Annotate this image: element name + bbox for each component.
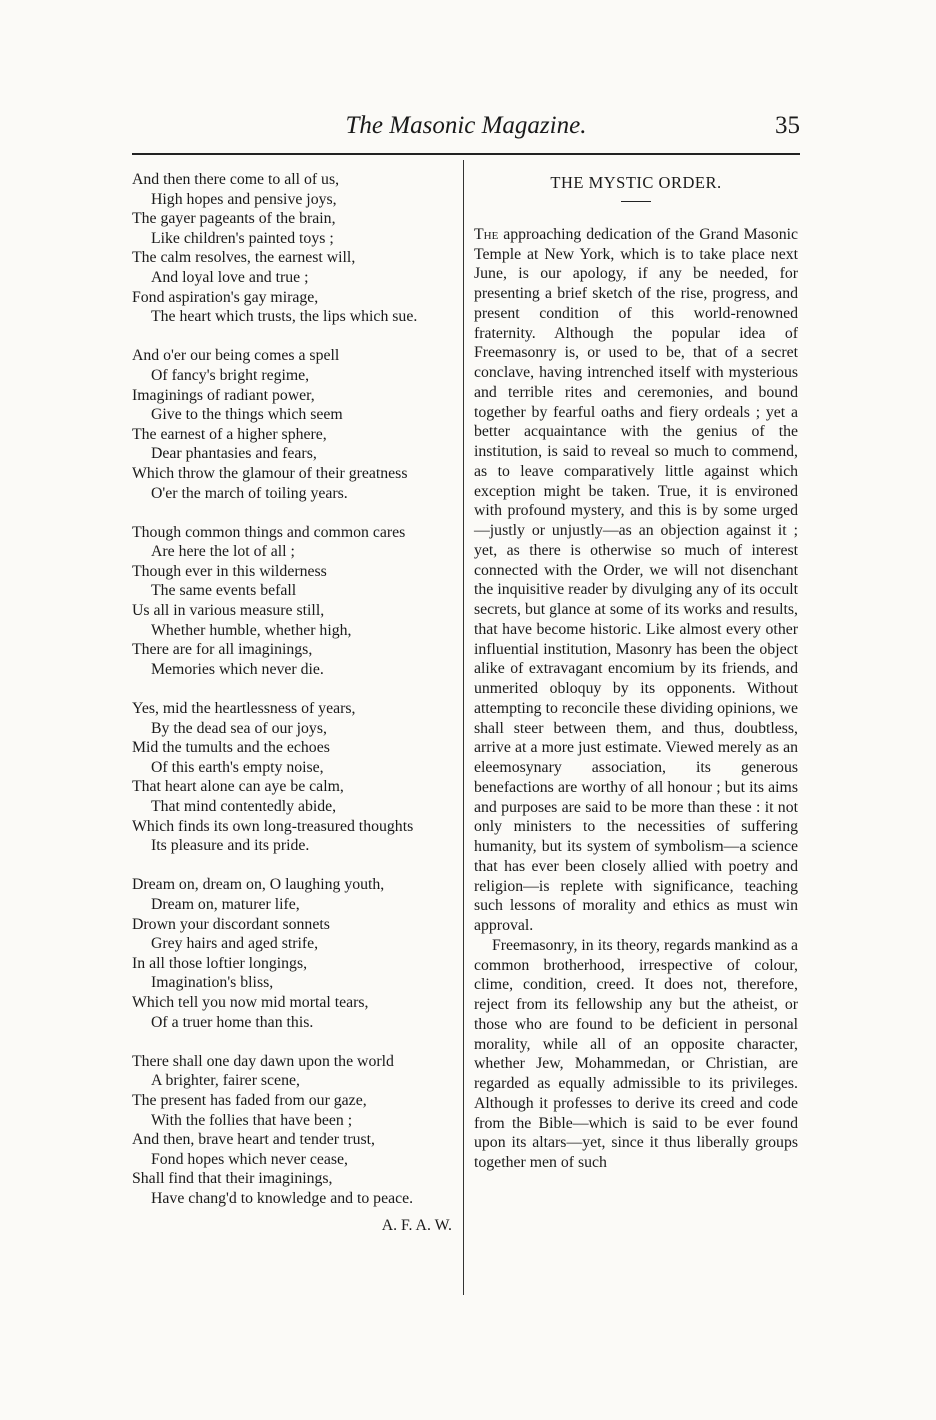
poem-line: Which throw the glamour of their greatness [132, 464, 408, 482]
poem-line: The same events befall [151, 582, 297, 600]
drop-word: The [474, 225, 499, 243]
poem-line: Of this earth's empty noise, [151, 758, 324, 776]
poem-line: Yes, mid the heartlessness of years, [132, 700, 356, 718]
poem-line: That heart alone can aye be calm, [132, 778, 344, 796]
poem-stanza [132, 170, 454, 327]
poem-line: Grey hairs and aged strife, [151, 935, 319, 953]
poem-line: Mid the tumults and the echoes [132, 739, 330, 757]
poem-line: And o'er our being comes a spell [132, 347, 340, 365]
poem-line: With the follies that have been ; [151, 1111, 353, 1129]
poem-line: Dear phantasies and fears, [151, 445, 317, 463]
article-paragraph-1 [474, 225, 798, 936]
poem-line: Though ever in this wilderness [132, 562, 327, 580]
poem-line: And then, brave heart and tender trust, [132, 1131, 376, 1149]
poem-stanza [132, 875, 454, 1032]
poem-line: Us all in various measure still, [132, 602, 325, 620]
poem-line: The heart which trusts, the lips which sue. [151, 308, 418, 326]
poem-line: Of fancy's bright regime, [151, 366, 310, 384]
poem-stanza [132, 346, 454, 503]
article-title: THE MYSTIC ORDER. [550, 173, 722, 192]
poem-line: Imaginings of radiant power, [132, 386, 315, 404]
poem-line: And loyal love and true ; [151, 268, 309, 286]
page-number: 35 [775, 112, 800, 139]
poem-line: Memories which never die. [151, 660, 324, 678]
poem-line: Which tell you now mid mortal tears, [132, 993, 369, 1011]
article-column [474, 170, 798, 1173]
column-divider [463, 160, 464, 1295]
poem-line: Are here the lot of all ; [151, 543, 295, 561]
poem-line: The present has faded from our gaze, [132, 1091, 367, 1109]
poem-line: Though common things and common cares [132, 523, 406, 541]
title-dash [621, 201, 651, 202]
page-header [132, 104, 800, 144]
poem-line: And then there come to all of us, [132, 171, 340, 188]
poem-line: Have chang'd to knowledge and to peace. [151, 1189, 414, 1207]
poem-signature: A. F. A. W. [381, 1217, 452, 1235]
paragraph-1-text: approaching dedication of the Grand Masonic Temple at New York, which is to take place next June, is our apology, if any be needed, for presenting a brief sketch of the rise, progress, and present condition of this world-renowned fraternity. Although the popular idea of Freemasonry is, or used to be, that of a secret conclave, having intrenched itself with mysterious and terrible rites and ceremonies, and bound together by fearful oaths and fiery ordeals ; yet a better acquaintance with the genius of the institution, is said to reveal so much to commend, as to leave comparatively little against which exception might be taken. True, it is environed with profound mystery, and this is by some urged—justly or unjustly—as an objection against it ; yet, as there is otherwise so much of interest connected with the Order, we will not disenchant the inquisitive reader by divulging any of its occult secrets, but glance at some of its works and results, that have become historic. Like almost every other influential institution, Masonry has been the object alike of extravagant encomium by its friends, and unmerited obloquy by its opponents. Without attempting to reconcile these dividing opinions, we shall steer between them, and thus, doubtless, arrive at a more just estimate. Viewed merely as an eleemosynary association, its generous benefactions are worthy of all honour ; but its aims and purposes are said to be more than these : it not only ministers to the necessities of suffering humanity, but its system of symbolism—a science that has ever been closely allied with poetry and religion—is replete with significance, teaching such lessons of morality and ethics as must win approval. [474, 225, 799, 934]
poem-line: Give to the things which seem [151, 406, 343, 424]
poem-line: O'er the march of toiling years. [151, 484, 348, 502]
poem-line: Dream on, dream on, O laughing youth, [132, 876, 385, 894]
poem-line: The earnest of a higher sphere, [132, 425, 327, 443]
poem-line: Drown your discordant sonnets [132, 915, 330, 933]
poem-line: Which finds its own long-treasured thoughts [132, 817, 414, 835]
poem-line: There are for all imaginings, [132, 641, 313, 659]
poem-stanza [132, 699, 454, 856]
poem-column [132, 170, 454, 1236]
header-rule [132, 153, 800, 155]
poem-line: Like children's painted toys ; [151, 229, 334, 247]
poem-line: Fond hopes which never cease, [151, 1150, 348, 1168]
poem-line: Dream on, maturer life, [151, 895, 300, 913]
poem-line: Shall find that their imaginings, [132, 1170, 333, 1188]
poem-line: There shall one day dawn upon the world [132, 1052, 394, 1070]
poem-line: The gayer pageants of the brain, [132, 210, 336, 228]
poem-line: In all those loftier longings, [132, 954, 308, 972]
poem-line: By the dead sea of our joys, [151, 719, 327, 737]
poem-line: Of a truer home than this. [151, 1013, 314, 1031]
poem-line: The calm resolves, the earnest will, [132, 249, 356, 267]
poem-stanzas [132, 170, 454, 1208]
poem-stanza [132, 523, 454, 680]
poem-line: That mind contentedly abide, [151, 798, 337, 815]
poem-line: Fond aspiration's gay mirage, [132, 288, 319, 306]
poem-line: Imagination's bliss, [151, 974, 274, 992]
running-title: The Masonic Magazine. [345, 112, 587, 139]
poem-line: A brighter, fairer scene, [151, 1072, 300, 1090]
poem-line: Its pleasure and its pride. [151, 837, 310, 855]
article-paragraph-2: Freemasonry, in its theory, regards mankind as a common brotherhood, irrespective of colour, clime, condition, creed. It does not, therefore, reject from its fellowship any but the atheist, or those who are found to be deficient in personal morality, while all of an opposite character, whether Jew, Mohammedan, or Christian, are regarded as equally admissible to its privileges. Although it professes to derive its creed and code from the Bible—which is said to be ever found upon its altars—yet, since it thus liberally groups together men of such [474, 936, 798, 1171]
poem-line: High hopes and pensive joys, [151, 190, 337, 208]
poem-stanza [132, 1052, 454, 1209]
poem-line: Whether humble, whether high, [151, 621, 352, 639]
